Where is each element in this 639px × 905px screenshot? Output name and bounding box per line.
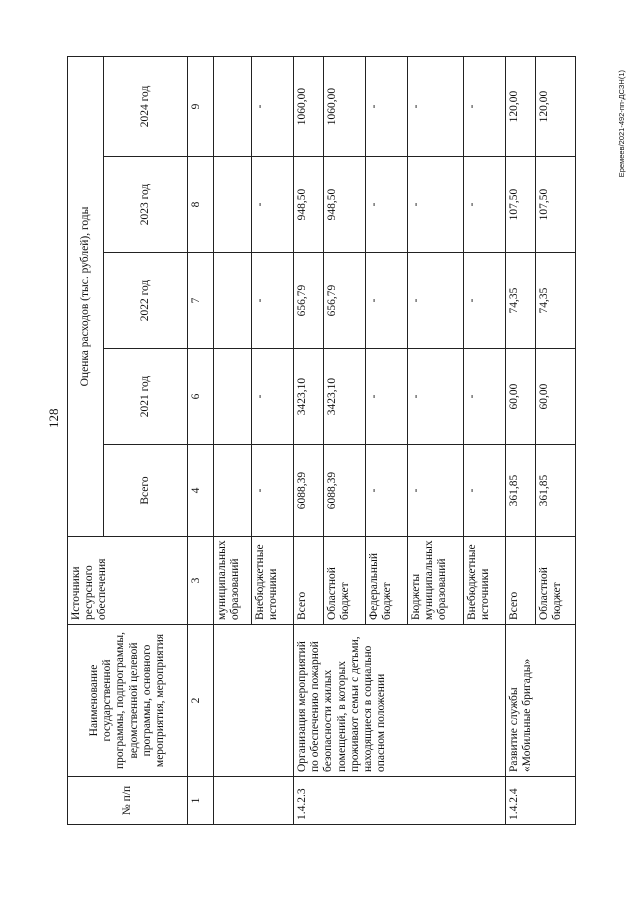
value-2022 (214, 253, 252, 349)
table-row (214, 56, 252, 824)
value-2023: - (464, 157, 506, 253)
row-no (214, 777, 294, 825)
value-2024: 1060,00 (294, 56, 324, 156)
row-source: Всего (506, 537, 536, 625)
col-num: 2 (188, 625, 214, 777)
value-2024: - (464, 56, 506, 156)
row-source: Внебюджетные источники (464, 537, 506, 625)
col-num: 1 (188, 777, 214, 825)
page-number: 128 (46, 408, 61, 428)
table-row (294, 56, 324, 824)
row-name (214, 625, 294, 777)
value-2022: 656,79 (324, 253, 366, 349)
value-2021: - (408, 349, 464, 445)
rotated-table-container (67, 57, 579, 825)
value-2024: 120,00 (506, 56, 536, 156)
row-source: Бюджеты муниципальных образований (408, 537, 464, 625)
row-source: Областной бюджет (324, 537, 366, 625)
value-2022: - (408, 253, 464, 349)
col-num: 9 (188, 56, 214, 156)
value-2021: - (366, 349, 408, 445)
header-total: Всего (104, 445, 188, 537)
value-total: 361,85 (536, 445, 576, 537)
value-total: - (464, 445, 506, 537)
value-2023: 107,50 (536, 157, 576, 253)
col-num: 7 (188, 253, 214, 349)
value-2023: - (408, 157, 464, 253)
value-2024: - (408, 56, 464, 156)
value-2021: 60,00 (506, 349, 536, 445)
value-2021 (214, 349, 252, 445)
item-name: Развитие службы «Мобильные бригады» (506, 625, 576, 777)
value-2024 (214, 56, 252, 156)
item-number: 1.4.2.3 (294, 777, 506, 825)
header-2024: 2024 год (104, 56, 188, 156)
value-2023: - (252, 157, 294, 253)
value-2022: - (252, 253, 294, 349)
expenditure-table (67, 56, 576, 825)
header-estimate: Оценка расходов (тыс. рублей), годы (68, 56, 104, 536)
value-2024: - (252, 56, 294, 156)
value-2021: 60,00 (536, 349, 576, 445)
value-2021: 3423,10 (324, 349, 366, 445)
value-total: - (408, 445, 464, 537)
value-2022: 74,35 (536, 253, 576, 349)
value-2023: - (366, 157, 408, 253)
row-source: Всего (294, 537, 324, 625)
header-name: Наименование государственной программы, подпрограммы, ведомственной целевой программы, основного мероприятия, мероприятия (68, 625, 188, 777)
value-total (214, 445, 252, 537)
item-number: 1.4.2.4 (506, 777, 576, 825)
value-2024: 1060,00 (324, 56, 366, 156)
item-name: Организация мероприятий по обеспечению пожарной безопасности жилых помещений, в которых проживают семьи с детьми, находящиеся в социально опасном положении (294, 625, 506, 777)
row-source: Внебюджетные источники (252, 537, 294, 625)
row-source: муниципальных образований (214, 537, 252, 625)
value-2021: - (252, 349, 294, 445)
header-2023: 2023 год (104, 157, 188, 253)
header-no: № п/п (68, 777, 188, 825)
value-2022: 74,35 (506, 253, 536, 349)
col-num: 6 (188, 349, 214, 445)
row-source: Областной бюджет (536, 537, 576, 625)
value-total: 6088,39 (324, 445, 366, 537)
document-footer: Еремеев/2021-492-пп-ДСЗН(1) (617, 70, 626, 178)
header-2022: 2022 год (104, 253, 188, 349)
header-source: Источники ресурсного обеспечения (68, 537, 188, 625)
value-2023: 948,50 (294, 157, 324, 253)
value-2022: - (366, 253, 408, 349)
value-2022: - (464, 253, 506, 349)
column-number-row (188, 56, 214, 824)
table-row (506, 56, 536, 824)
value-total: - (366, 445, 408, 537)
row-source: Федеральный бюджет (366, 537, 408, 625)
value-2021: - (464, 349, 506, 445)
value-2023: 107,50 (506, 157, 536, 253)
value-2023 (214, 157, 252, 253)
value-2023: 948,50 (324, 157, 366, 253)
value-2024: - (366, 56, 408, 156)
value-2021: 3423,10 (294, 349, 324, 445)
col-num: 8 (188, 157, 214, 253)
value-2024: 120,00 (536, 56, 576, 156)
value-total: 6088,39 (294, 445, 324, 537)
header-row (68, 56, 104, 824)
header-2021: 2021 год (104, 349, 188, 445)
value-2022: 656,79 (294, 253, 324, 349)
value-total: 361,85 (506, 445, 536, 537)
value-total: - (252, 445, 294, 537)
col-num: 4 (188, 445, 214, 537)
col-num: 3 (188, 537, 214, 625)
